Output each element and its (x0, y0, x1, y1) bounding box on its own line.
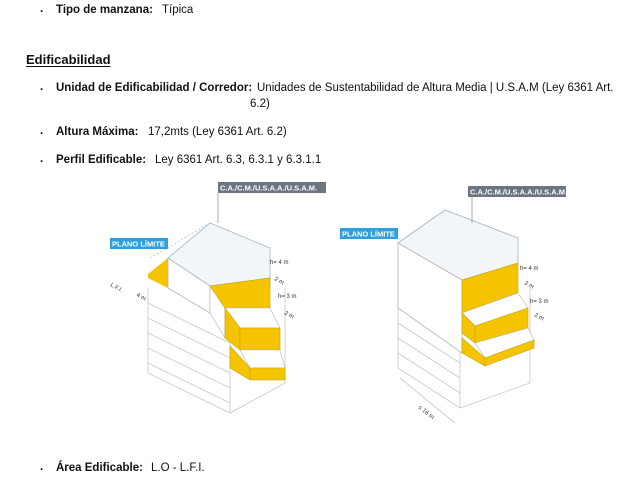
left-dim-4m: 4 m (135, 292, 147, 303)
right-dim-2m-b: 2 m (533, 312, 545, 323)
perfil-edificable-diagram (100, 168, 570, 448)
right-dim-2m-a: 2 m (523, 280, 535, 291)
left-tag-top (218, 182, 326, 193)
right-tag-top-text: C.A./C.M./U.S.A.A./U.S.A.M. (470, 187, 568, 197)
right-tag-top (468, 186, 567, 197)
right-dim-h4: h= 4 m (520, 266, 539, 272)
left-building (148, 223, 285, 413)
bullet: . (40, 125, 44, 137)
altura-value: 17,2mts (Ley 6361 Art. 6.2) (148, 126, 287, 138)
perfil-label: Perfil Edificable: (56, 154, 147, 166)
left-tag-top-text: C.A./C.M./U.S.A.A./U.S.A.M. (220, 183, 318, 193)
section-title-edificabilidad: Edificabilidad (26, 52, 111, 67)
right-dim-16m: ≤ 16 m (416, 404, 435, 421)
left-plano-limite-face (148, 258, 168, 288)
unidad-label: Unidad de Edificabilidad / Corredor: (56, 82, 253, 94)
right-dim-h3: h= 3 m (530, 299, 549, 305)
diagram-svg (100, 168, 570, 448)
area-label: Área Edificable: (56, 462, 143, 474)
tipo-manzana-label: Tipo de manzana: (56, 4, 153, 16)
tipo-manzana-value: Típica (162, 4, 194, 16)
left-dim-h4: h= 4 m (270, 260, 289, 266)
left-dim-lfi: L.F.I. (109, 282, 124, 294)
left-dim-2m-b: 2 m (283, 310, 295, 321)
bullet: . (40, 81, 44, 93)
bullet: . (40, 153, 44, 165)
right-tag-plano (340, 228, 398, 239)
left-tag-plano-text: PLANO LÍMITE (112, 239, 165, 249)
bullet: . (40, 461, 44, 473)
left-step-low (250, 368, 285, 380)
left-tag-plano (110, 238, 168, 249)
right-building (398, 210, 534, 423)
unidad-value-line2: 6.2) (250, 98, 270, 110)
left-step-mid (240, 328, 280, 350)
area-value: L.O - L.F.I. (151, 462, 205, 474)
bullet: . (40, 3, 44, 15)
right-tag-plano-text: PLANO LÍMITE (342, 229, 395, 239)
altura-label: Altura Máxima: (56, 126, 139, 138)
perfil-value: Ley 6361 Art. 6.3, 6.3.1 y 6.3.1.1 (155, 154, 322, 166)
left-dim-2m-a: 2 m (273, 276, 285, 287)
unidad-value-line1: Unidades de Sustentabilidad de Altura Media | U.S.A.M (Ley 6361 Art. (257, 82, 614, 94)
left-dim-h3: h= 3 m (278, 294, 297, 300)
